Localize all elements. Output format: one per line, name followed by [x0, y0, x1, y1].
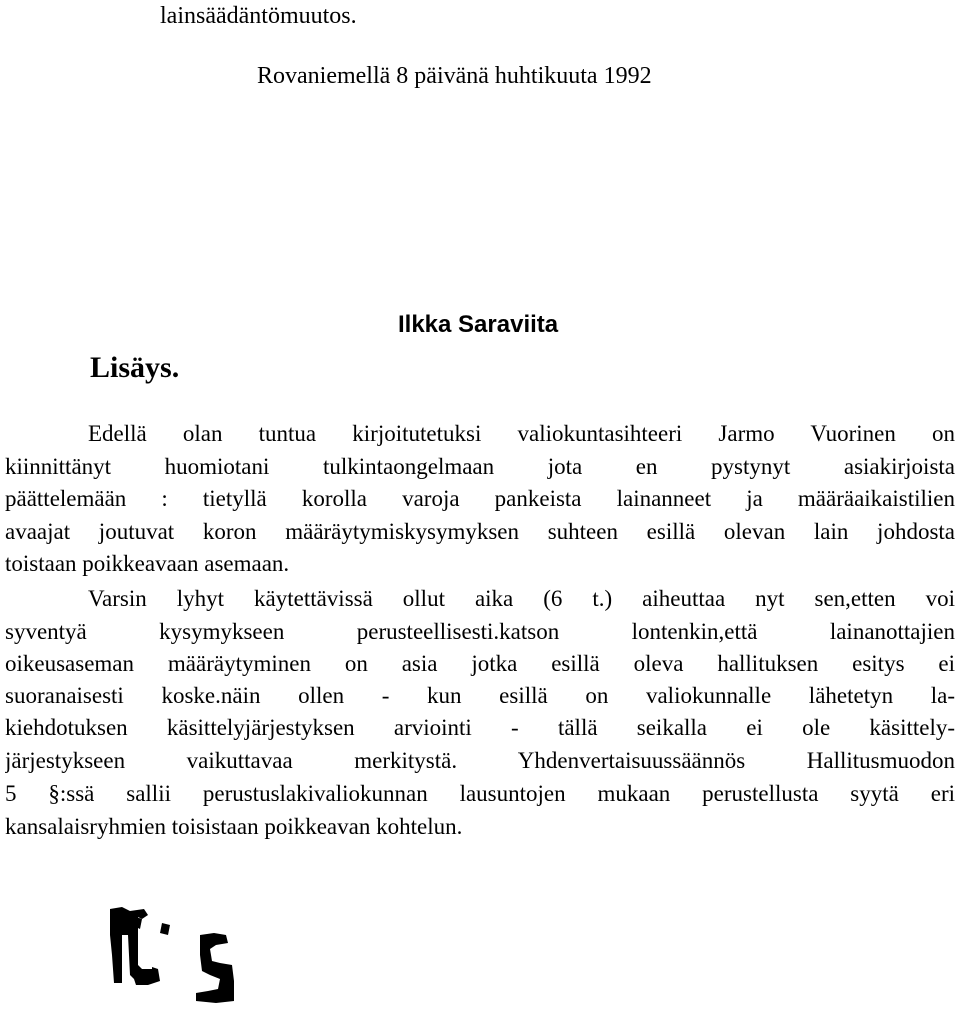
- signer-name: Ilkka Saraviita: [398, 311, 559, 338]
- body-line: kansalaisryhmien toisistaan poikkeavan kohtelun.: [5, 814, 463, 839]
- body-line: päättelemään : tietyllä korolla varoja pankeista lainanneet ja määräaikaistilien: [5, 487, 955, 511]
- body-line: syventyä kysymykseen perusteellisesti.katson lontenkin,että lainanottajien: [5, 620, 955, 644]
- body-line: järjestykseen vaikuttavaa merkitystä. Yhdenvertaisuussäännös Hallitusmuodon: [5, 749, 955, 773]
- body-line: suoranaisesti koske.näin ollen - kun esillä on valiokunnalle lähetetyn la-: [5, 684, 955, 708]
- body-line: 5 §:ssä sallii perustuslakivaliokunnan lausuntojen mukaan perustellusta syytä eri: [5, 782, 955, 806]
- body-line: oikeusaseman määräytyminen on asia jotka esillä oleva hallituksen esitys ei: [5, 652, 955, 676]
- signature-mark: [108, 905, 238, 1005]
- body-line: Edellä olan tuntua kirjoitutetuksi valiokuntasihteeri Jarmo Vuorinen on: [88, 422, 955, 446]
- body-line: toistaan poikkeavaan asemaan.: [5, 551, 290, 576]
- body-line: kiehdotuksen käsittelyjärjestyksen arviointi - tällä seikalla ei ole käsittely-: [5, 716, 955, 740]
- section-heading: Lisäys.: [90, 351, 180, 384]
- body-line: Varsin lyhyt käytettävissä ollut aika (6 t.) aiheuttaa nyt sen,etten voi: [88, 587, 955, 611]
- body-line: kiinnittänyt huomiotani tulkintaongelmaan jota en pystynyt asiakirjoista: [5, 455, 955, 479]
- place-and-date: Rovaniemellä 8 päivänä huhtikuuta 1992: [257, 63, 652, 89]
- text-fragment: lainsäädäntömuutos.: [160, 3, 357, 29]
- body-line: avaajat joutuvat koron määräytymiskysymyksen suhteen esillä olevan lain johdosta: [5, 520, 955, 544]
